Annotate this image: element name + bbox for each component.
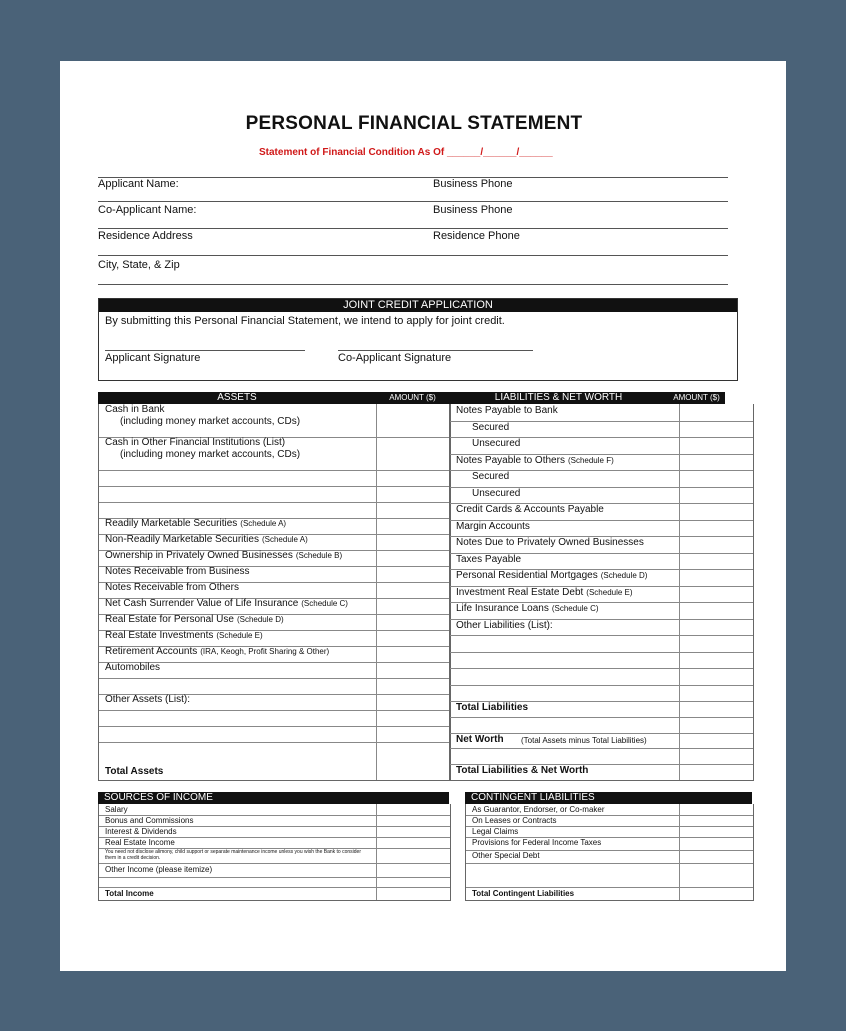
table-row xyxy=(450,536,753,554)
applicant-name-field[interactable] xyxy=(98,201,728,202)
table-row xyxy=(450,503,753,521)
schedule-note: (Schedule D) xyxy=(600,571,648,580)
co-applicant-name-label: Co-Applicant Name: xyxy=(98,204,197,216)
net-worth-label: Net Worth xyxy=(456,733,504,745)
income-label: Salary xyxy=(105,805,128,814)
asset-label: Readily Marketable Securities (Schedule A) xyxy=(105,518,287,529)
residence-phone-label: Residence Phone xyxy=(433,230,520,242)
total-income-label: Total Income xyxy=(105,889,154,898)
liability-amount-field[interactable] xyxy=(680,470,753,487)
schedule-note: (Schedule A) xyxy=(240,519,287,528)
asset-sublabel: (including money market accounts, CDs) xyxy=(120,416,301,427)
table-row xyxy=(99,848,450,864)
total-liabilities-net-worth-label: Total Liabilities & Net Worth xyxy=(456,765,589,777)
schedule-note: (Schedule B) xyxy=(295,551,343,560)
table-row xyxy=(450,520,753,538)
schedule-note: (Schedule E) xyxy=(216,631,263,640)
co-applicant-signature-label: Co-Applicant Signature xyxy=(338,352,452,364)
asset-label: Retirement Accounts (IRA, Keogh, Profit Sharing & Other) xyxy=(105,646,330,657)
asset-label: Cash in Other Financial Institutions (List) xyxy=(105,437,286,448)
table-row xyxy=(99,582,450,599)
table-row xyxy=(99,726,450,743)
table-row xyxy=(99,518,450,535)
assets-amount-header: AMOUNT ($) xyxy=(376,392,449,404)
page-title: PERSONAL FINANCIAL STATEMENT xyxy=(245,113,583,134)
asset-amount-field[interactable] xyxy=(377,662,450,678)
total-contingent-label: Total Contingent Liabilities xyxy=(472,889,575,898)
asset-label: Notes Receivable from Business xyxy=(105,566,250,577)
table-row xyxy=(450,437,753,455)
other-income-label: Other Income (please itemize) xyxy=(105,865,213,874)
joint-credit-statement: By submitting this Personal Financial Statement, we intend to apply for joint credit. xyxy=(105,315,505,327)
liability-label: Investment Real Estate Debt (Schedule E) xyxy=(456,586,633,598)
asset-amount-field[interactable] xyxy=(377,614,450,630)
total-assets-field[interactable] xyxy=(377,742,450,780)
asset-label: Real Estate Investments (Schedule E) xyxy=(105,630,263,641)
schedule-note: (Schedule C) xyxy=(551,604,599,613)
liability-amount-field[interactable] xyxy=(680,685,753,702)
joint-credit-header: JOINT CREDIT APPLICATION xyxy=(99,299,737,312)
asset-amount-field[interactable] xyxy=(377,598,450,614)
asset-amount-field[interactable] xyxy=(377,404,450,437)
asset-amount-field[interactable] xyxy=(377,486,450,502)
liability-label: Other Liabilities (List): xyxy=(456,619,553,631)
schedule-note: (IRA, Keogh, Profit Sharing & Other) xyxy=(200,647,330,656)
contingent-table xyxy=(465,804,754,901)
contingent-label: Other Special Debt xyxy=(472,851,540,860)
residence-address-label: Residence Address xyxy=(98,230,193,242)
table-row xyxy=(450,404,753,422)
liability-amount-field[interactable] xyxy=(680,717,753,733)
contingent-amount-field[interactable] xyxy=(680,826,753,837)
assets-header: ASSETS xyxy=(98,392,376,404)
asset-label: Cash in Bank xyxy=(105,404,165,415)
table-row xyxy=(99,437,450,471)
table-row xyxy=(450,602,753,620)
city-state-zip-field[interactable] xyxy=(98,284,728,285)
table-row xyxy=(450,748,753,765)
total-assets-label: Total Assets xyxy=(105,766,164,777)
asset-amount-field[interactable] xyxy=(377,437,450,470)
asset-amount-field[interactable] xyxy=(377,646,450,662)
table-row xyxy=(99,502,450,519)
liability-amount-field[interactable] xyxy=(680,553,753,570)
liability-amount-field[interactable] xyxy=(680,748,753,764)
contingent-amount-field[interactable] xyxy=(680,815,753,826)
liability-label: Unsecured xyxy=(472,487,521,499)
liabilities-table xyxy=(449,404,754,781)
asset-amount-field[interactable] xyxy=(377,550,450,566)
asset-amount-field[interactable] xyxy=(377,694,450,710)
table-row xyxy=(99,534,450,551)
table-row-total xyxy=(466,887,753,900)
asset-amount-field[interactable] xyxy=(377,502,450,518)
table-row xyxy=(99,630,450,647)
contingent-label: Provisions for Federal Income Taxes xyxy=(472,838,602,847)
table-row xyxy=(450,701,753,718)
divider xyxy=(98,177,728,178)
table-row xyxy=(99,404,450,438)
asset-amount-field[interactable] xyxy=(377,518,450,534)
table-row-total xyxy=(99,742,450,780)
income-amount-field[interactable] xyxy=(377,815,450,826)
table-row xyxy=(99,678,450,695)
liability-label: Notes Payable to Others (Schedule F) xyxy=(456,454,614,466)
assets-table xyxy=(98,404,451,781)
liability-amount-field[interactable] xyxy=(680,404,753,421)
liability-amount-field[interactable] xyxy=(680,437,753,454)
asset-amount-field[interactable] xyxy=(377,582,450,598)
liability-amount-field[interactable] xyxy=(680,733,753,749)
income-amount-field[interactable] xyxy=(377,837,450,848)
asset-label: Ownership in Privately Owned Businesses (Schedule B) xyxy=(105,550,343,561)
income-label: Real Estate Income xyxy=(105,838,175,847)
table-row xyxy=(450,487,753,505)
liability-label: Unsecured xyxy=(472,438,521,449)
liability-label: Taxes Payable xyxy=(456,553,522,565)
asset-sublabel: (including money market accounts, CDs) xyxy=(120,449,301,460)
contingent-amount-field[interactable] xyxy=(680,804,753,815)
income-amount-field[interactable] xyxy=(377,877,450,887)
liability-amount-field[interactable] xyxy=(680,652,753,669)
asset-label: Non-Readily Marketable Securities (Schedule A) xyxy=(105,534,308,545)
liability-amount-field[interactable] xyxy=(680,764,753,780)
liabilities-header: LIABILITIES & NET WORTH xyxy=(449,392,668,404)
liability-amount-field[interactable] xyxy=(680,536,753,553)
table-row xyxy=(450,668,753,686)
contingent-header: CONTINGENT LIABILITIES xyxy=(465,792,752,804)
contingent-label: On Leases or Contracts xyxy=(472,816,557,825)
table-row xyxy=(450,764,753,780)
liability-label: Life Insurance Loans (Schedule C) xyxy=(456,603,599,614)
liability-amount-field[interactable] xyxy=(680,487,753,504)
asset-amount-field[interactable] xyxy=(377,710,450,726)
table-row xyxy=(99,598,450,615)
table-row xyxy=(99,486,450,503)
total-income-field[interactable] xyxy=(377,887,450,900)
liability-label: Notes Payable to Bank xyxy=(456,405,558,416)
table-row-total xyxy=(99,887,450,900)
asset-amount-field[interactable] xyxy=(377,630,450,646)
table-row xyxy=(99,614,450,631)
income-table xyxy=(98,804,451,901)
table-row xyxy=(450,717,753,734)
table-row xyxy=(99,662,450,679)
co-applicant-name-field[interactable] xyxy=(98,228,728,229)
income-label: Bonus and Commissions xyxy=(105,816,194,825)
income-amount-field[interactable] xyxy=(377,826,450,837)
asset-amount-field[interactable] xyxy=(377,470,450,486)
asset-amount-field[interactable] xyxy=(377,566,450,582)
table-row xyxy=(450,619,753,637)
total-liabilities-label: Total Liabilities xyxy=(456,702,529,713)
schedule-note: (Schedule E) xyxy=(586,587,633,597)
contingent-label: Legal Claims xyxy=(472,827,519,836)
table-row xyxy=(450,652,753,670)
table-row xyxy=(450,685,753,703)
table-row xyxy=(99,863,450,878)
table-row xyxy=(466,837,753,851)
table-row xyxy=(99,566,450,583)
business-phone-label: Business Phone xyxy=(433,178,513,190)
form-page xyxy=(60,61,786,971)
liability-label: Credit Cards & Accounts Payable xyxy=(456,504,604,515)
table-row xyxy=(99,646,450,663)
liability-amount-field[interactable] xyxy=(680,701,753,717)
liabilities-amount-header: AMOUNT ($) xyxy=(668,392,725,404)
liability-amount-field[interactable] xyxy=(680,454,753,471)
asset-label: Real Estate for Personal Use (Schedule D) xyxy=(105,614,284,625)
table-row xyxy=(450,553,753,571)
asset-amount-field[interactable] xyxy=(377,534,450,550)
liability-amount-field[interactable] xyxy=(680,602,753,619)
liability-amount-field[interactable] xyxy=(680,619,753,636)
liability-label: Secured xyxy=(472,421,510,433)
applicant-name-label: Applicant Name: xyxy=(98,178,179,190)
table-row xyxy=(450,470,753,488)
total-contingent-field[interactable] xyxy=(680,887,753,900)
liability-amount-field[interactable] xyxy=(680,569,753,586)
table-row xyxy=(450,454,753,472)
table-row xyxy=(466,863,753,888)
liability-amount-field[interactable] xyxy=(680,421,753,438)
statement-date-line: Statement of Financial Condition As Of ______/______/______ xyxy=(259,147,553,158)
table-row xyxy=(99,470,450,487)
liability-amount-field[interactable] xyxy=(680,520,753,537)
contingent-amount-field[interactable] xyxy=(680,850,753,863)
table-row xyxy=(450,569,753,587)
table-row xyxy=(450,586,753,604)
income-amount-field[interactable] xyxy=(377,804,450,815)
co-applicant-signature-line[interactable] xyxy=(338,350,533,351)
income-label: Interest & Dividends xyxy=(105,827,177,836)
liability-amount-field[interactable] xyxy=(680,586,753,603)
asset-label: Automobiles xyxy=(105,662,161,673)
table-row xyxy=(466,850,753,864)
table-row xyxy=(99,550,450,567)
joint-credit-box xyxy=(98,298,738,381)
schedule-note: (Schedule C) xyxy=(301,599,348,608)
liability-label: Personal Residential Mortgages (Schedule D) xyxy=(456,570,648,581)
asset-label: Net Cash Surrender Value of Life Insurance (Schedule C) xyxy=(105,598,348,609)
asset-label: Other Assets (List): xyxy=(105,694,191,705)
applicant-signature-line[interactable] xyxy=(105,350,305,351)
table-row xyxy=(450,421,753,439)
income-disclaimer: You need not disclose alimony, child support or separate maintenance income unless you wish the Bank to consider them in a credit decision. xyxy=(105,849,361,861)
table-row xyxy=(99,694,450,711)
schedule-note: (Schedule A) xyxy=(261,535,308,544)
contingent-label: As Guarantor, Endorser, or Co-maker xyxy=(472,805,605,814)
applicant-signature-label: Applicant Signature xyxy=(105,352,201,364)
liability-amount-field[interactable] xyxy=(680,635,753,652)
asset-amount-field[interactable] xyxy=(377,726,450,742)
contingent-amount-field[interactable] xyxy=(680,837,753,850)
schedule-note: (Schedule F) xyxy=(567,455,614,465)
income-amount-field[interactable] xyxy=(377,863,450,877)
net-worth-note: (Total Assets minus Total Liabilities) xyxy=(521,735,647,745)
table-row xyxy=(450,733,753,750)
liability-amount-field[interactable] xyxy=(680,668,753,685)
liability-label: Notes Due to Privately Owned Businesses xyxy=(456,537,644,548)
asset-label: Notes Receivable from Others xyxy=(105,582,239,593)
contingent-amount-field[interactable] xyxy=(680,863,753,887)
liability-amount-field[interactable] xyxy=(680,503,753,520)
liability-label: Margin Accounts xyxy=(456,520,530,532)
city-state-zip-label: City, State, & Zip xyxy=(98,259,180,271)
asset-amount-field[interactable] xyxy=(377,678,450,694)
table-row xyxy=(450,635,753,653)
table-row xyxy=(99,710,450,727)
schedule-note: (Schedule D) xyxy=(236,615,284,624)
co-business-phone-label: Business Phone xyxy=(433,204,513,216)
residence-address-field[interactable] xyxy=(98,255,728,256)
liability-label: Secured xyxy=(472,471,510,482)
income-header: SOURCES OF INCOME xyxy=(98,792,449,804)
